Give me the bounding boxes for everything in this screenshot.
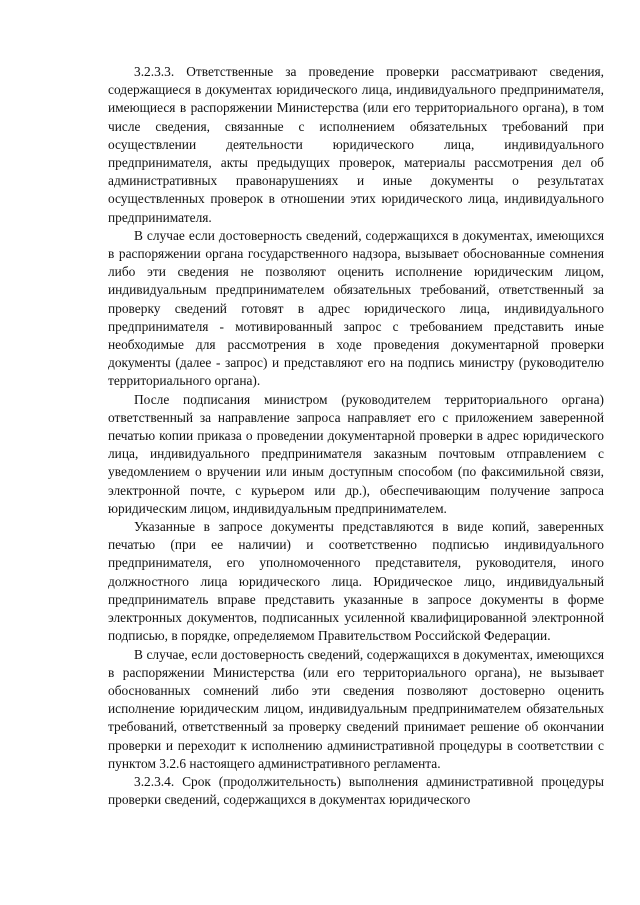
document-body (108, 63, 604, 809)
paragraph-documents-submission: Указанные в запросе документы представляются в виде копий, заверенных печатью (при ее наличии) и соответственно подписью индивидуального предпринимателя, его уполномоченного представителя, руководителя, иного должностного лица юридического лица. Юридическое лицо, индивидуальный предприниматель вправе представить указанные в запросе документы в форме электронных документов, подписанных усиленной квалифицированной электронной подписью, в порядке, определяемом Правительством Российской Федерации. (108, 519, 604, 644)
paragraph-no-doubts: В случае, если достоверность сведений, содержащихся в документах, имеющихся в распоряжении Министерства (или его территориального органа), не вызывает обоснованных сомнений либо эти сведения позволяют достоверно оценить исполнение юридическим лицом, индивидуальным предпринимателем обязательных требований, ответственный за проверку сведений принимает решение об окончании проверки и переходит к исполнению административной процедуры в соответствии с пунктом 3.2.6 настоящего административного регламента. (108, 646, 604, 771)
paragraph-3-2-3-4: 3.2.3.4. Срок (продолжительность) выполнения административной процедуры проверки сведений, содержащихся в документах юридического (108, 773, 604, 808)
paragraph-request-sending: После подписания министром (руководителем территориального органа) ответственный за направление запроса направляет его с приложением заверенной печатью копии приказа о проведении документарной проверки в адрес юридического лица, индивидуального предпринимателя заказным почтовым отправлением с уведомлением о вручении или иным доступным способом (по факсимильной связи, электронной почте, с курьером или др.), обеспечивающим получение запроса юридическим лицом, индивидуальным предпринимателем. (108, 391, 604, 516)
paragraph-3-2-3-3: 3.2.3.3. Ответственные за проведение проверки рассматривают сведения, содержащиеся в документах юридического лица, индивидуального предпринимателя, имеющиеся в распоряжении Министерства (или его территориального органа), в том числе сведения, связанные с исполнением обязательных требований при осуществлении деятельности юридического лица, индивидуального предпринимателя, акты предыдущих проверок, материалы рассмотрения дел об административных правонарушениях и иные документы о результатах осуществленных проверок в отношении этих юридического лица, индивидуального предпринимателя. (108, 64, 604, 225)
paragraph-doubtful-information: В случае если достоверность сведений, содержащихся в документах, имеющихся в распоряжении органа государственного надзора, вызывает обоснованные сомнения либо эти сведения не позволяют оценить исполнение юридическим лицом, индивидуальным предпринимателем обязательных требований, ответственный за проверку сведений готовят в адрес юридического лица, индивидуального предпринимателя - мотивированный запрос с требованием представить иные необходимые для рассмотрения в ходе проведения документарной проверки документы (далее - запрос) и представляют его на подпись министру (руководителю территориального органа). (108, 227, 604, 389)
